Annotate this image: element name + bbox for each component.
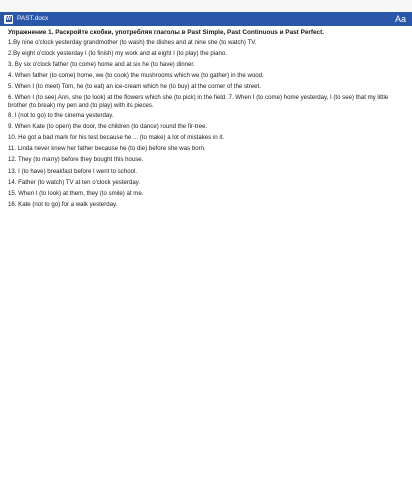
- document-title-bar: [0, 12, 412, 26]
- exercise-line: 3. By six o'clock father (to come) home and at six he (to have) dinner.: [8, 60, 195, 68]
- exercise-heading: Упражнение 1. Раскройте скобки, употребляя глаголы в Past Simple, Past Continuous и Past Perfect.: [8, 29, 325, 36]
- exercise-line: 14. Father (to watch) TV at ten o'clock yesterday.: [8, 178, 141, 186]
- status-bar: [0, 0, 412, 12]
- exercise-line: 6. When I (to see) Ann, she (to look) at the flowers which she (to pick) in the field. 7. When I (to come) home yesterday, I (to see) that my little brother (to break) my pen and (to play) with its pieces.: [8, 93, 389, 109]
- exercise-line: 13. I (to have) breakfast before I went to school.: [8, 167, 138, 175]
- exercise-line: 10. He got a bad mark for his test because he ... (to make) a lot of mistakes in it.: [8, 134, 225, 142]
- exercise-line: 15. When I (to look) at them, they (to smile) at me.: [8, 189, 144, 197]
- exercise-line: 12. They (to marry) before they bought this house.: [8, 156, 144, 164]
- exercise-line: 8. I (not to go) to the cinema yesterday.: [8, 112, 114, 120]
- exercise-line: 16. Kate (not to go) for a walk yesterday.: [8, 200, 118, 208]
- font-size-button[interactable]: Aa: [394, 14, 406, 24]
- word-doc-icon: [4, 15, 13, 24]
- exercise-line: 5. When I (to meet) Tom, he (to eat) an ice-cream which he (to buy) at the corner of the street.: [8, 82, 261, 90]
- exercise-line: 2.By eight o'clock yesterday I (to finish) my work and at eight I (to play) the piano.: [8, 49, 227, 57]
- document-filename: PAST.docx: [17, 15, 49, 22]
- exercise-line: 11. Linda never knew her father because he (to die) before she was born.: [8, 145, 206, 153]
- exercise-line: 1.By nine o'clock yesterday grandmother (to wash) the dishes and at nine she (to watch) TV.: [8, 38, 257, 46]
- word-icon-letter: W: [6, 16, 11, 22]
- exercise-line: 4. When father (to come) home, we (to cook) the mushrooms which we (to gather) in the wood.: [8, 71, 264, 79]
- document-body: [8, 28, 406, 212]
- exercise-line: 9. When Kate (to open) the door, the children (to dance) round the fir-tree.: [8, 123, 208, 131]
